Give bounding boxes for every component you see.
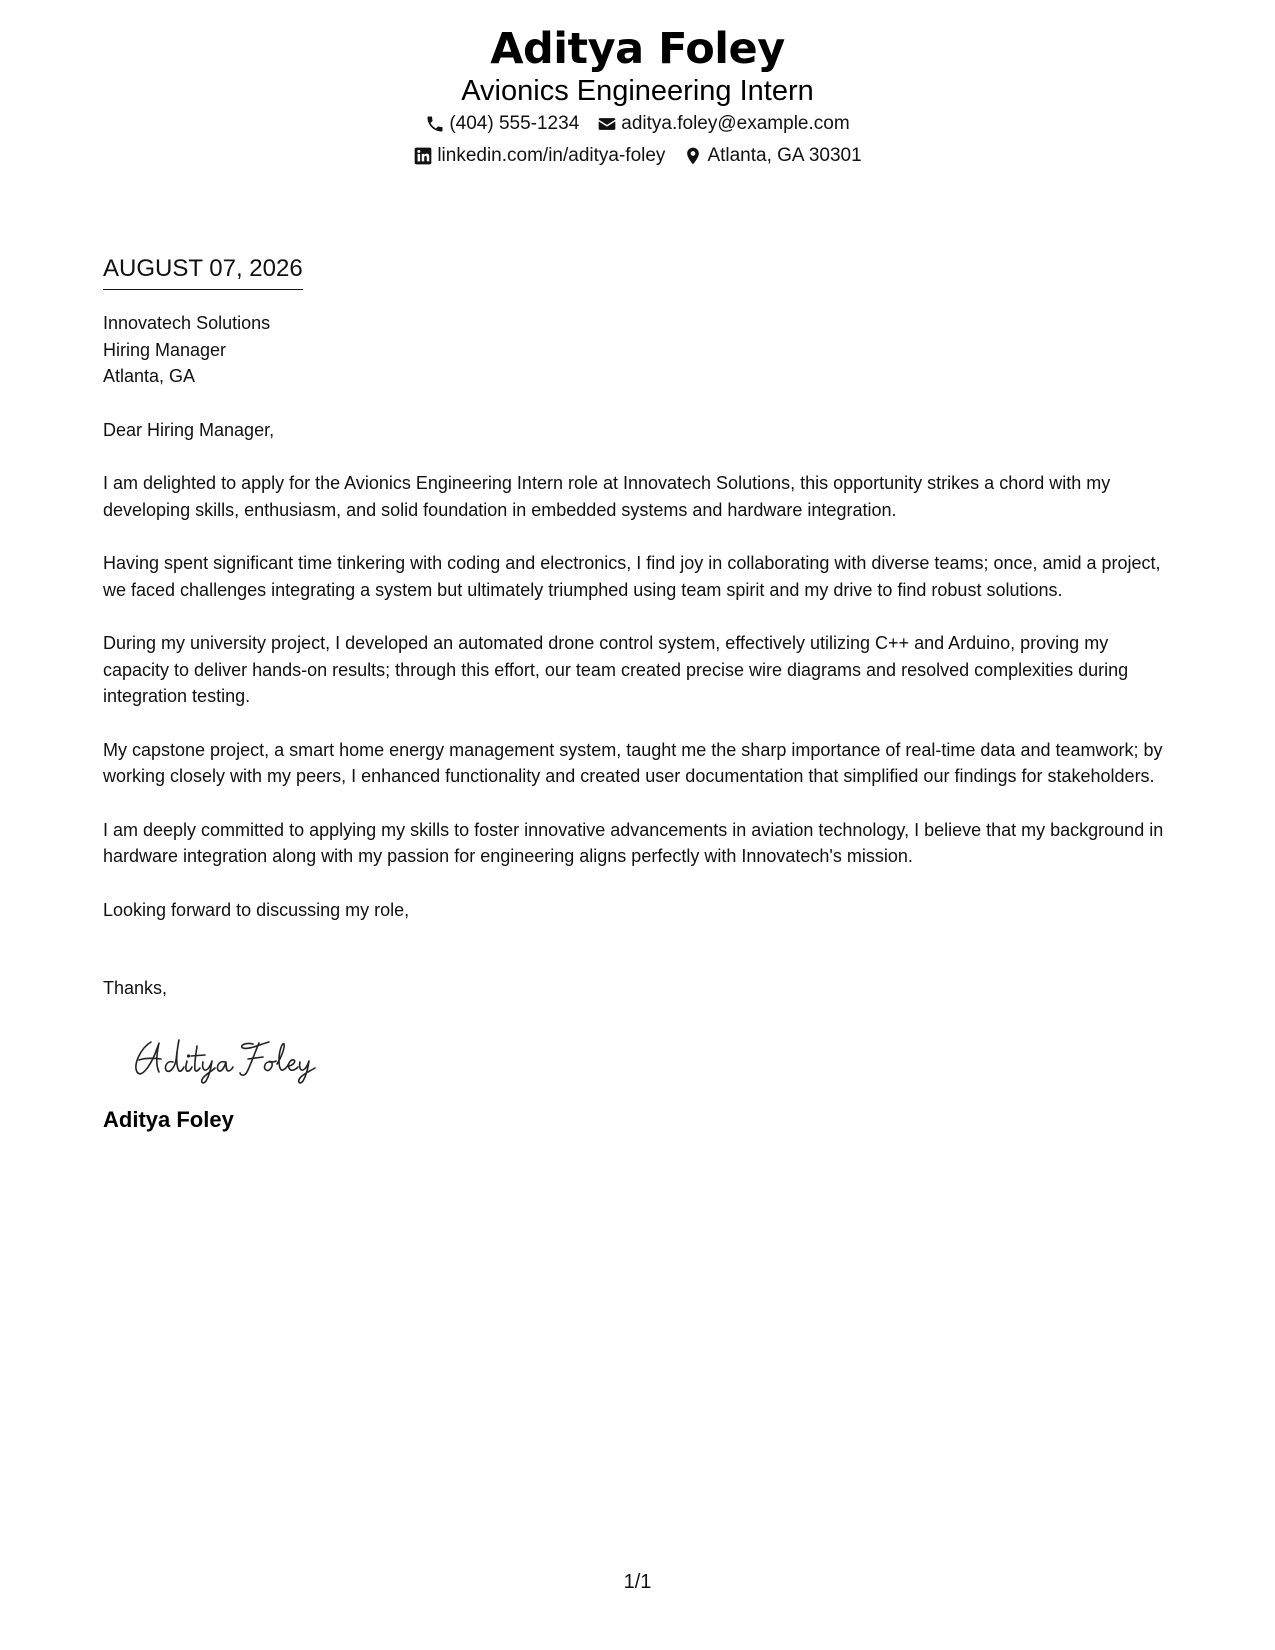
- contact-row-secondary: [0, 140, 1275, 172]
- recipient-location: Atlanta, GA: [103, 366, 196, 386]
- page-number: 1/1: [623, 1571, 652, 1593]
- location-text: Atlanta, GA 30301: [707, 145, 862, 166]
- email-text: aditya.foley@example.com: [621, 113, 850, 134]
- email-contact[interactable]: [597, 108, 849, 140]
- recipient-contact: Hiring Manager: [103, 339, 227, 360]
- contact-row-primary: [0, 108, 1275, 140]
- handwritten-signature: [129, 1034, 339, 1084]
- closing-line: Looking forward to discussing my role,: [103, 899, 410, 920]
- body-paragraph: Having spent significant time tinkering with coding and electronics, I find joy in collaborating with diverse teams; once, amid a project, we faced challenges integrating a system but ultimately triumphed using team spirit and my drive to find robust solutions.: [103, 553, 1161, 600]
- signer-name: Aditya Foley: [103, 1107, 234, 1132]
- body-paragraph: I am deeply committed to applying my skills to foster innovative advancements in aviation technology, I believe that my background in hardware integration along with my passion for engineering aligns perfectly with Innovatech's mission.: [103, 819, 1164, 866]
- linkedin-icon: [413, 146, 433, 166]
- phone-contact[interactable]: [425, 108, 579, 140]
- location-contact: [683, 140, 861, 172]
- map-pin-icon: [683, 146, 703, 166]
- letter-header: [0, 22, 1275, 172]
- envelope-icon: [597, 114, 617, 134]
- phone-icon: [425, 114, 445, 134]
- linkedin-text: linkedin.com/in/aditya-foley: [437, 145, 666, 166]
- letter-date: AUGUST 07, 2026: [103, 253, 303, 290]
- recipient-company: Innovatech Solutions: [103, 313, 271, 333]
- salutation: Dear Hiring Manager,: [103, 419, 275, 440]
- signoff: Thanks,: [103, 978, 168, 998]
- linkedin-contact[interactable]: [413, 140, 665, 172]
- applicant-name: Aditya Foley: [490, 24, 785, 74]
- applicant-title: Avionics Engineering Intern: [461, 75, 814, 107]
- body-paragraph: I am delighted to apply for the Avionics Engineering Intern role at Innovatech Solutions, this opportunity strikes a chord with my developing skills, enthusiasm, and solid foundation in embedded systems and hardware integration.: [103, 473, 1111, 520]
- recipient-block: [103, 310, 1175, 390]
- body-paragraph: My capstone project, a smart home energy management system, taught me the sharp importance of real-time data and teamwork; by working closely with my peers, I enhanced functionality and created user documentation that simplified our findings for stakeholders.: [103, 739, 1163, 786]
- body-paragraph: During my university project, I developed an automated drone control system, effectively utilizing C++ and Arduino, proving my capacity to deliver hands-on results; through this effort, our team created precise wire diagrams and resolved complexities during integration testing.: [103, 633, 1129, 706]
- letter-body: [103, 253, 1175, 1135]
- phone-text: (404) 555-1234: [449, 113, 580, 134]
